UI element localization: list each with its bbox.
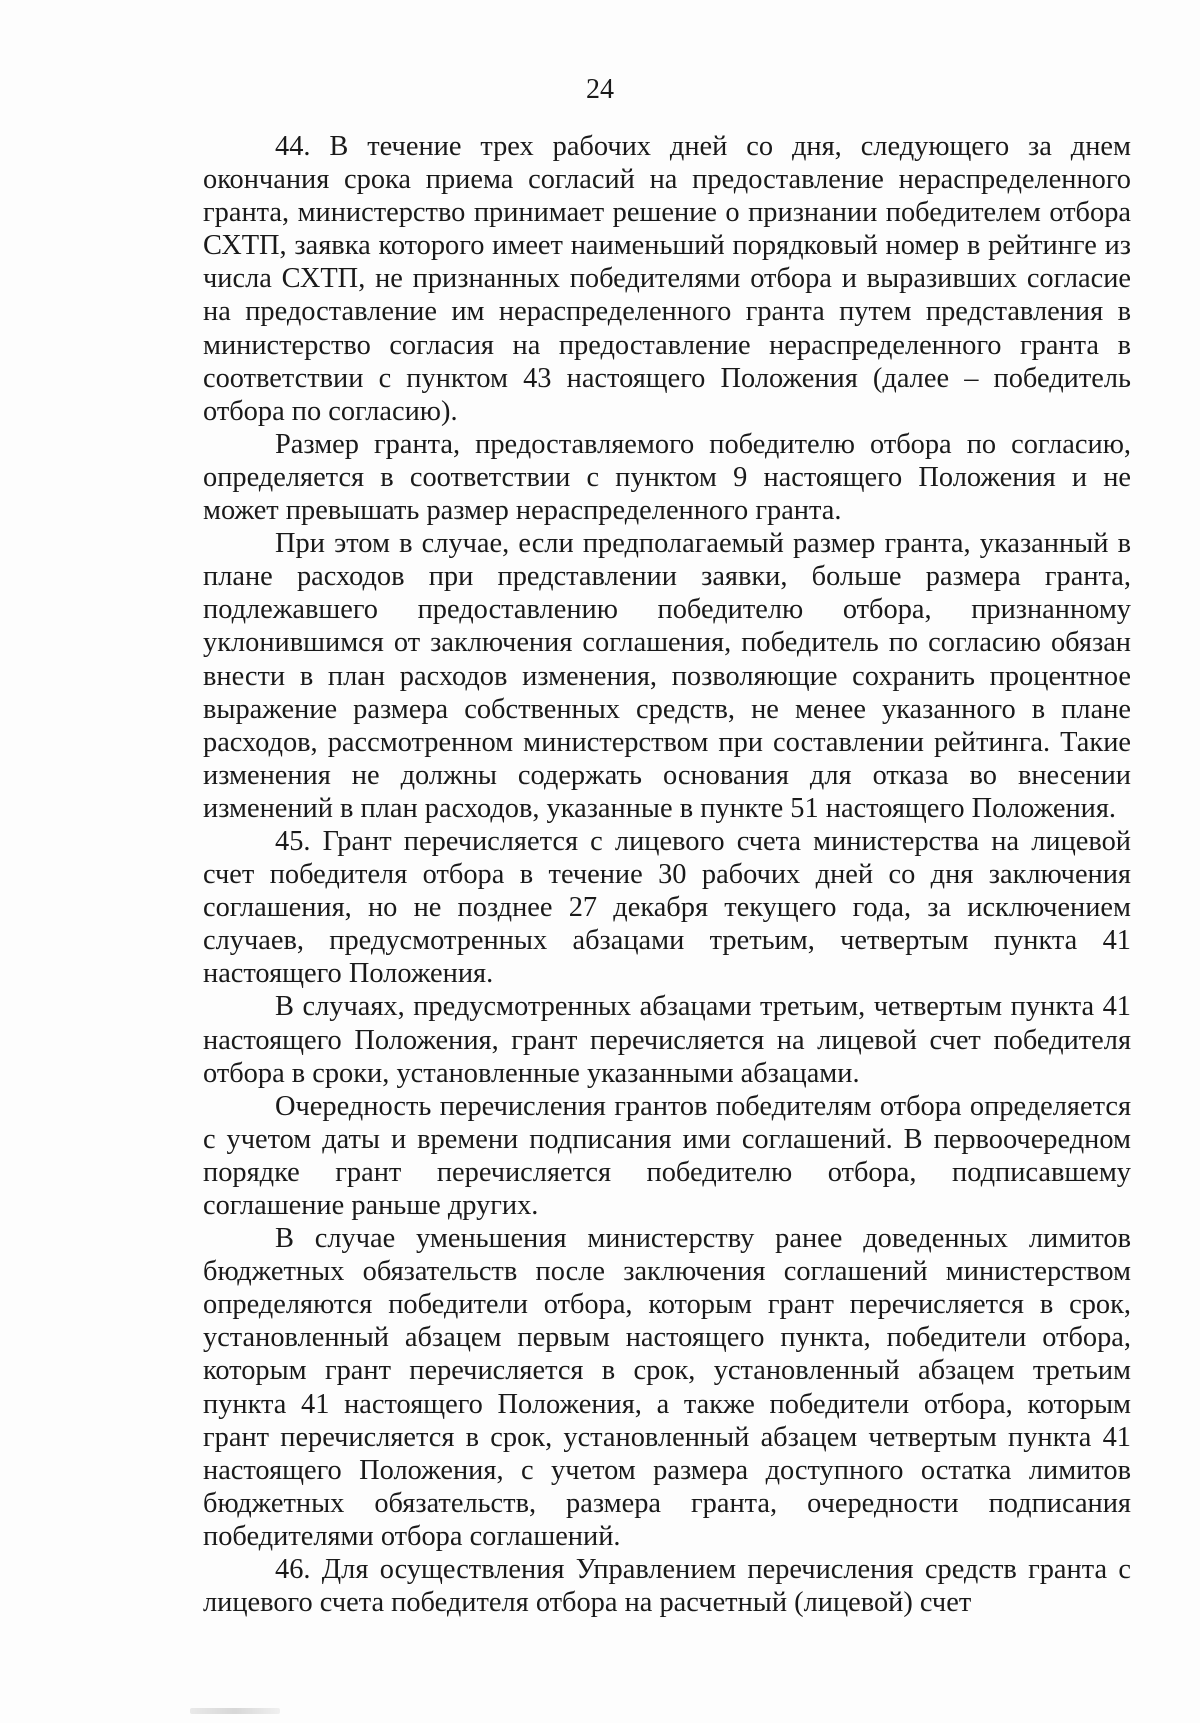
page-number: 24 [586,74,614,105]
paragraph-45: 45. Грант перечисляется с лицевого счета министерства на лицевой счет победителя отбора в течение 30 рабочих дней со дня заключения соглашения, но не позднее 27 декабря текущего года, за исключением случаев, предусмотренных абзацами третьим, четвертым пункта 41 настоящего Положения. [203,825,1131,990]
paragraph-limits-reduction: В случае уменьшения министерству ранее доведенных лимитов бюджетных обязательств после заключения соглашений министерством определяются победители отбора, которым грант перечисляется в срок, установленный абзацем первым настоящего пункта, победители отбора, которым грант перечисляется в срок, установленный абзацем третьим пункта 41 настоящего Положения, а также победители отбора, которым грант перечисляется в срок, установленный абзацем четвертым пункта 41 настоящего Положения, с учетом размера доступного остатка лимитов бюджетных обязательств, размера гранта, очередности подписания победителями отбора соглашений. [203,1223,1131,1552]
paragraph-grant-size: Размер гранта, предоставляемого победителю отбора по согласию, определяется в соответствии с пунктом 9 настоящего Положения и не может превышать размер нераспределенного гранта. [203,428,1131,527]
paragraph-46: 46. Для осуществления Управлением перечисления средств гранта с лицевого счета победителя отбора на расчетный (лицевой) счет [203,1554,1131,1619]
paragraph-transfer-order: Очередность перечисления грантов победителям отбора определяется с учетом даты и времени подписания ими соглашений. В первоочередном порядке грант перечисляется победителю отбора, подписавшему соглашение раньше других. [203,1090,1131,1221]
document-body [203,130,1131,1619]
paragraph-44: 44. В течение трех рабочих дней со дня, следующего за днем окончания срока приема согласий на предоставление нераспределенного гранта, министерство принимает решение о признании победителем отбора СХТП, заявка которого имеет наименьший порядковый номер в рейтинге из числа СХТП, не признанных победителями отбора и выразивших согласие на предоставление им нераспределенного гранта путем представления в министерство согласия на предоставление нераспределенного гранта в соответствии с пунктом 43 настоящего Положения (далее – победитель отбора по согласию). [203,131,1131,427]
paragraph-expense-plan: При этом в случае, если предполагаемый размер гранта, указанный в плане расходов при представлении заявки, больше размера гранта, подлежавшего предоставлению победителю отбора, признанному уклонившимся от заключения соглашения, победитель по согласию обязан внести в план расходов изменения, позволяющие сохранить процентное выражение размера собственных средств, не менее указанного в плане расходов, рассмотренном министерством при составлении рейтинга. Такие изменения не должны содержать основания для отказа во внесении изменений в план расходов, указанные в пункте 51 настоящего Положения. [203,528,1131,824]
paragraph-transfer-cases: В случаях, предусмотренных абзацами третьим, четвертым пункта 41 настоящего Положения, грант перечисляется на лицевой счет победителя отбора в сроки, установленные указанными абзацами. [203,991,1131,1089]
scan-footer-mark [190,1708,280,1714]
